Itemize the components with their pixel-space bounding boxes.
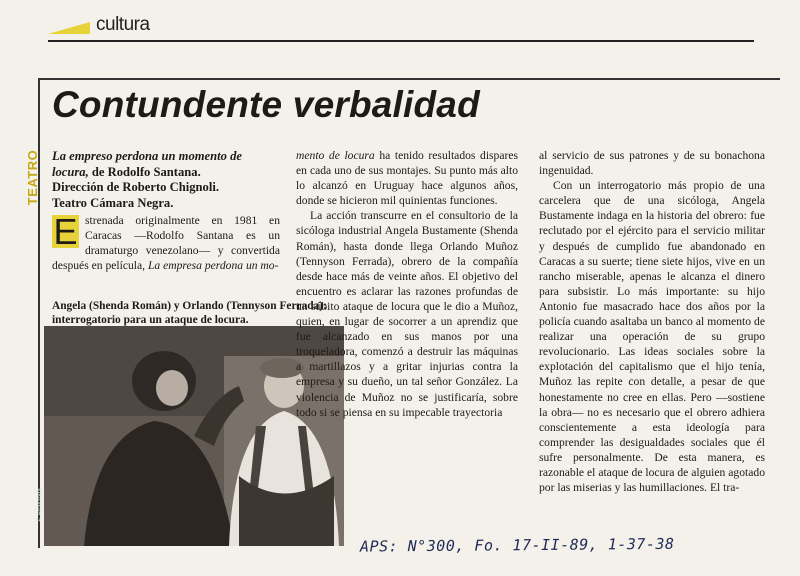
paragraph-italic: mento de locura: [296, 149, 375, 162]
article-column-2: [296, 148, 518, 420]
header-rule: [48, 40, 754, 42]
photo-credit: [37, 476, 56, 536]
play-venue: Teatro Cámara Negra.: [52, 195, 174, 210]
side-tag: [27, 148, 43, 210]
paragraph: [296, 148, 518, 208]
headline: Contundente verbalidad: [52, 84, 480, 125]
photo-credit-text: F. Arraszoga: [37, 488, 44, 522]
paragraph: La acción transcurre en el consultorio de la sicóloga industrial Angela Bustamente (Shenda Román), hasta donde llega Orlando Muñoz (Tennyson Ferrada), obrero de la compañía desde hace más de veinte años. El objetivo del encuentro es aclarar las razones profundas de un súbito ataque de locura que le dio a Muñoz, quien, en lugar de socorrer a un aprendiz que fue alcanzado en sus manos por una troqueladora, comenzó a destruir las máquinas a martillazos y a gritar injurias contra la empresa y su dueño, un tal señor González. La violencia de Muñoz no se justificaría, sobre todo si se piensa en su impecable trayectoria: [296, 209, 518, 419]
photo-caption: Angela (Shenda Román) y Orlando (Tennyson Ferrada): interrogatorio para un ataque de locura.: [52, 300, 327, 326]
play-credits: [52, 149, 280, 211]
play-director: Dirección de Roberto Chignoli.: [52, 180, 219, 194]
article-column-1: [52, 213, 280, 273]
paragraph-text: strenada originalmente en 1981 en Caracas —Rodolfo Santana es un dramaturgo venezolano— y convertida después en película,: [52, 214, 280, 273]
article-frame-top: [38, 78, 780, 80]
section-wedge-icon: [48, 22, 90, 34]
archive-reference-handwriting: APS: N°300, Fo. 17-II-89, 1-37-38: [359, 534, 675, 556]
drop-cap: E: [53, 211, 78, 252]
play-title: La empreso perdona un momento de locura,: [52, 149, 242, 179]
section-header: [48, 14, 150, 35]
paragraph: al servicio de sus patrones y de su bonachona ingenuidad.: [539, 149, 765, 178]
play-author: de Rodolfo Santana.: [88, 164, 201, 179]
paragraph: [52, 213, 280, 273]
article-column-3: [539, 148, 765, 495]
side-tag-label: TEATRO: [25, 149, 41, 206]
paragraph: Con un interrogatorio más propio de una carcelera que de una sicóloga, Angela Bustamente indaga en la historia del obrero: fue reclutado por el ejército para el servicio militar y después de cumplido fue abandonado en Caracas a su suerte; tiene siete hijos, vive en un rancho miserable, apenas le alcanza el dinero para subsistir. Lo más importante: su hijo Antonio fue masacrado hace dos años por la policía cuando asaltaba un banco al momento de realizar una operación de su grupo revolucionario. Las ideas sociales sobre la explotación del capitalismo que el hijo tenía, Muñoz las repite con detalle, a pesar de que honestamente no cree en ellas. Pero —sostiene la obra— no es necesario que el obrero adhiera conscientemente a esta ideología para comprender las desigualdades sociales que él sufre personalmente. De esta manera, es razonable el ataque de locura de alguien agotado por las miserias y las humillaciones. El tra-: [539, 179, 765, 495]
section-label: cultura: [96, 14, 150, 35]
paragraph-italic: La empresa perdona un mo-: [147, 259, 279, 273]
paragraph-text: ha tenido resultados dispares en cada uno de sus montajes. Su punto más alto lo alcanzó en Uruguay hace algunos años, donde se hicieron mil quinientas funciones.: [296, 149, 519, 208]
